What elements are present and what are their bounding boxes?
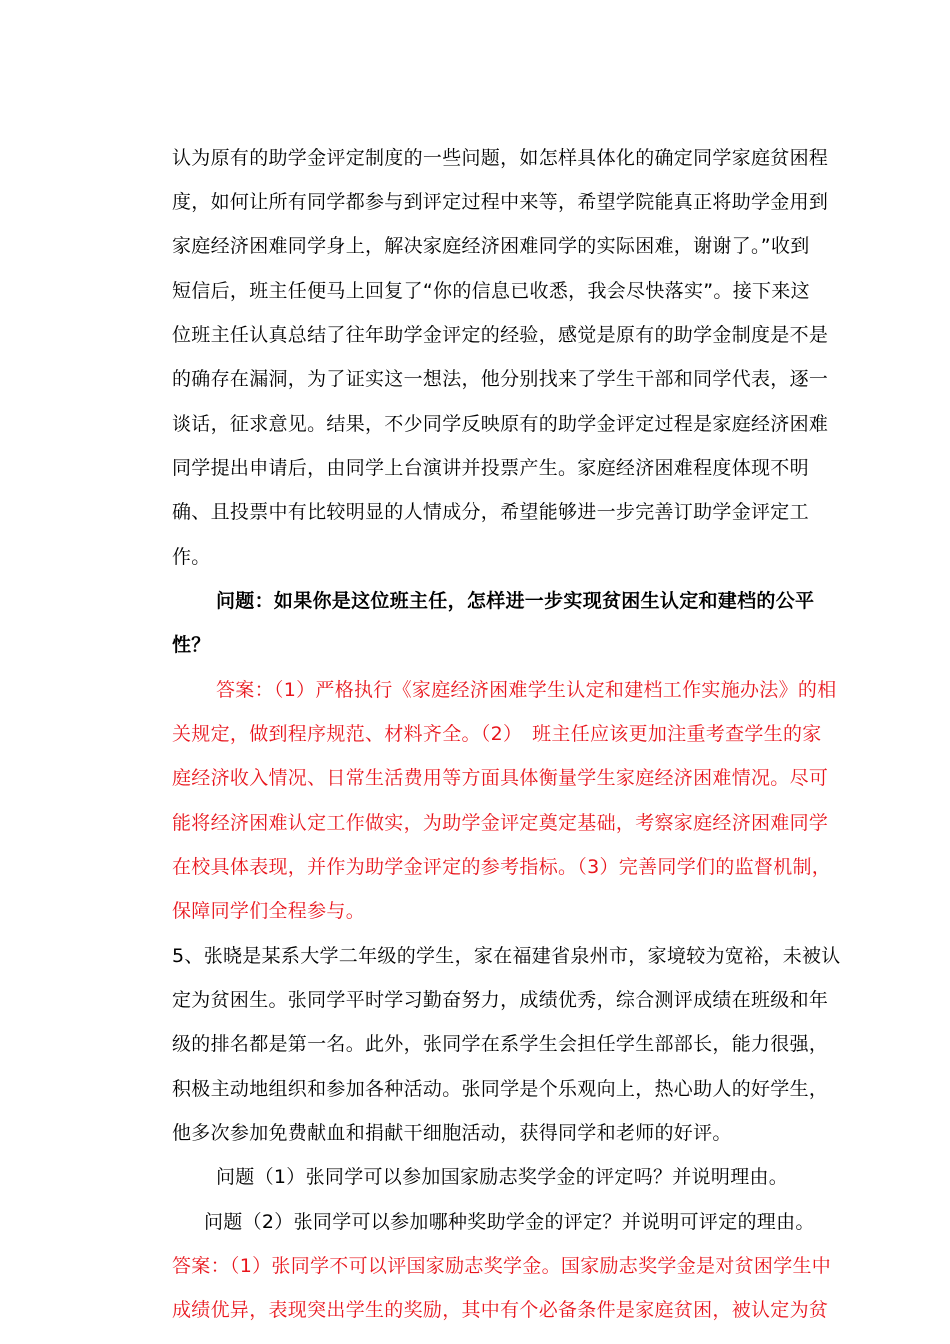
case-line: 级的排名都是第一名。此外，张同学在系学生会担任学生部部长，能力很强， [172, 1033, 829, 1055]
paragraph-line: 同学提出申请后，由同学上台演讲并投票产生。家庭经济困难程度体现不明 [172, 457, 809, 479]
paragraph-line: 家庭经济困难同学身上，解决家庭经济困难同学的实际困难，谢谢了。”收到 [172, 235, 810, 257]
case-line: 5、张晓是某系大学二年级的学生，家在福建省泉州市，家境较为宽裕，未被认 [172, 945, 841, 967]
answer-line: 答案：（1）张同学不可以评国家励志奖学金。国家励志奖学金是对贫困学生中 [172, 1255, 832, 1277]
paragraph-line: 谈话，征求意见。结果，不少同学反映原有的助学金评定过程是家庭经济困难 [172, 413, 829, 435]
paragraph-line: 作。 [172, 546, 211, 568]
paragraph-line: 的确存在漏洞，为了证实这一想法，他分别找来了学生干部和同学代表，逐一 [172, 368, 829, 390]
paragraph-line: 度，如何让所有同学都参与到评定过程中来等，希望学院能真正将助学金用到 [172, 191, 829, 213]
question-line: 问题（1）张同学可以参加国家励志奖学金的评定吗？并说明理由。 [216, 1166, 789, 1188]
answer-line: 庭经济收入情况、日常生活费用等方面具体衡量学生家庭经济困难情况。尽可 [172, 767, 829, 789]
case-line: 他多次参加免费献血和捐献干细胞活动，获得同学和老师的好评。 [172, 1122, 732, 1144]
question-heading: 问题：如果你是这位班主任，怎样进一步实现贫困生认定和建档的公平 [216, 590, 815, 612]
case-line: 积极主动地组织和参加各种活动。张同学是个乐观向上，热心助人的好学生， [172, 1078, 829, 1100]
case-line: 定为贫困生。张同学平时学习勤奋努力，成绩优秀，综合测评成绩在班级和年 [172, 989, 829, 1011]
answer-line: 成绩优异，表现突出学生的奖励，其中有个必备条件是家庭贫困，被认定为贫 [172, 1299, 829, 1321]
answer-line: 保障同学们全程参与。 [172, 900, 366, 922]
paragraph-line: 位班主任认真总结了往年助学金评定的经验，感觉是原有的助学金制度是不是 [172, 324, 829, 346]
question-line: 问题（2）张同学可以参加哪种奖助学金的评定？并说明可评定的理由。 [204, 1211, 815, 1233]
paragraph-line: 确、且投票中有比较明显的人情成分，希望能够进一步完善订助学金评定工 [172, 501, 809, 523]
answer-line: 在校具体表现，并作为助学金评定的参考指标。（3）完善同学们的监督机制， [172, 856, 832, 878]
answer-line: 能将经济困难认定工作做实，为助学金评定奠定基础，考察家庭经济困难同学 [172, 812, 829, 834]
paragraph-line: 短信后，班主任便马上回复了“你的信息已收悉，我会尽快落实”。接下来这 [172, 280, 810, 302]
answer-line: 答案：（1）严格执行《家庭经济困难学生认定和建档工作实施办法》的相 [216, 679, 837, 701]
question-heading: 性？ [172, 634, 211, 656]
answer-line: 关规定，做到程序规范、材料齐全。（2） 班主任应该更加注重考查学生的家 [172, 723, 822, 745]
paragraph-line: 认为原有的助学金评定制度的一些问题，如怎样具体化的确定同学家庭贫困程 [172, 147, 829, 169]
